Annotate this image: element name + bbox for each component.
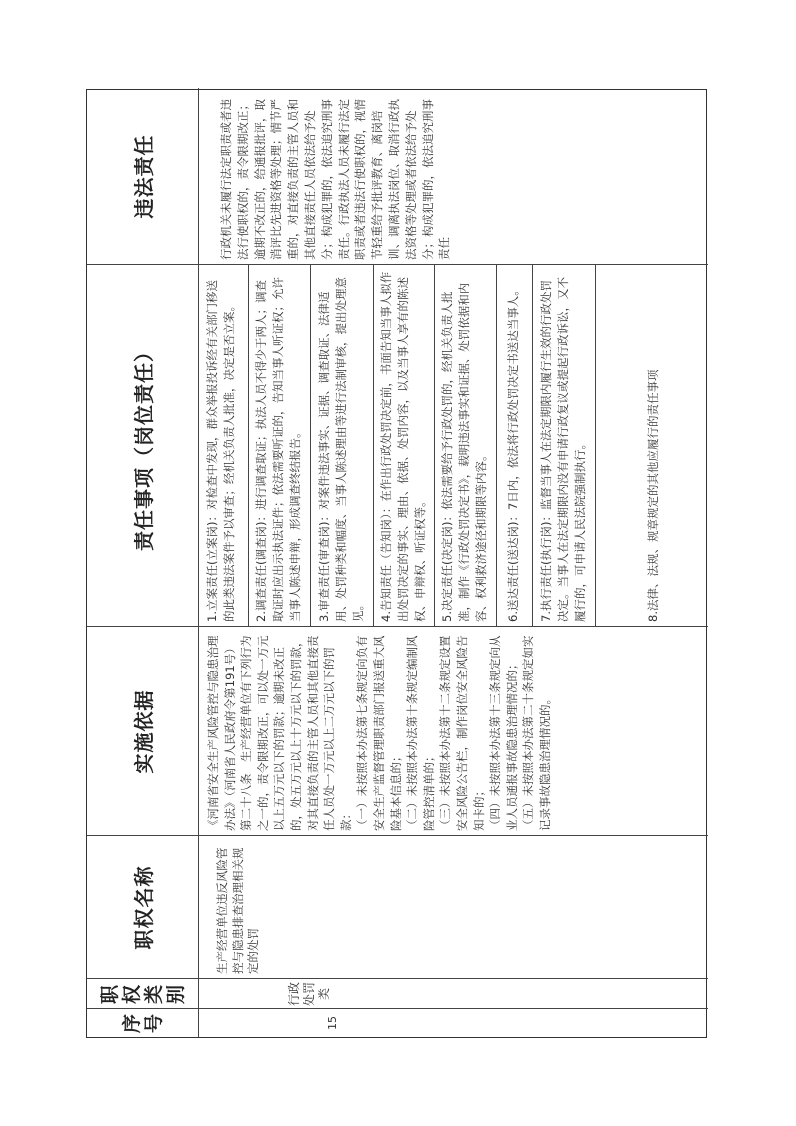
header-category: 职权类别 [98, 983, 187, 1004]
duty-5: 5.决定责任(决定岗)：依法需要给予行政处罚的，经机关负责人批准，制作《行政处罚决定书》，载明违法事实和证据、处罚依据和内容、权利救济途径和期限等内容。 [440, 282, 488, 622]
header-seq: 序号 [120, 1012, 165, 1033]
duty-8: 8.法律、法规、规章规定的其他应履行的责任事项 [646, 369, 660, 622]
basis-source: 《河南省安全生产风险管控与隐患治理办法》（河南省人民政府令第191号） [206, 635, 237, 831]
header-name: 职权名称 [132, 865, 156, 950]
duty-2: 2.调查责任(调查岗)：进行调查取证；执法人员不得少于两人；调查取证时应出示执法证件；依法需要听证的，告知当事人听证权；允许当事人陈述申辩，形成调查终结报告。 [254, 277, 302, 622]
header-basis: 实施依据 [132, 689, 156, 774]
basis-item-2: （二）未按照本办法第十条规定编制风险管控清单的； [405, 635, 436, 831]
header-duties: 责任事项（岗位责任） [132, 341, 156, 551]
row-category: 行政处罚类 [287, 982, 331, 1007]
row-number: 15 [326, 1016, 339, 1030]
basis-article: 第二十八条 生产经营单位有下列行为之一的，责令限期改正，可以处一万元以上五万元以下的罚款；逾期未改正的，处五万元以上十万元以下的罚款，对其直接负责的主管人员和其他直接责任人员处一万元以上二万元以下的罚款： [239, 635, 353, 831]
duty-3: 3.审查责任(审查岗)：对案件违法事实、证据、调查取证、法律适用、处罚种类和幅度、当事人陈述理由等进行法制审核，提出处理意见。 [317, 277, 365, 622]
basis-item-3: （三）未按照本办法第十二条规定设置安全风险公告栏，制作岗位安全风险告知卡的； [438, 635, 486, 831]
basis-item-5: （五）未按照本办法第二十条规定如实记录事故隐患治理情况的。 [521, 635, 552, 831]
duty-7: 7.执行责任(执行岗)：监督当事人在法定期限内履行生效的行政处罚决定。当事人在法定期限内没有申请行政复议或提起行政诉讼，又不履行的，可申请人民法院强制执行。 [539, 277, 587, 622]
row-name: 生产经营单位违反风险管控与隐患排查治理相关规定的处罚 [215, 847, 260, 974]
basis-item-4: （四）未按照本办法第十三条规定向从业人员通报事故隐患治理情况的； [488, 635, 519, 831]
row-basis [205, 631, 553, 831]
row-liability: 行政机关未履行法定职责或者违法行使职权的，责令限期改正；逾期不改正的，给通报批评，取消评比先进资格等处理；情节严重的，对直接负责的主管人员和其他直接责任人员依法给予处分；构成犯罪的，依法追究刑事责任。行政执法人员未履行法定职责或者违法行使职权的，视情节轻重给予批评教育、离岗培训、调离执法岗位、取消行政执法资格等处理或者依法给予处分；构成犯罪的，依法追究刑事责任 [219, 99, 452, 260]
duty-1: 1.立案责任(立案岗)：对检查中发现，群众举报投诉经有关部门移送的此类违法案件予以审查；经机关负责人批准，决定是否立案。 [205, 280, 236, 622]
duty-4: 4.告知责任（告知岗）：在作出行政处罚决定前，书面告知当事人拟作出处罚决定的事实、理由、依据、处罚内容，以及当事人享有的陈述权、申辩权、听证权等。 [379, 271, 427, 622]
duty-table [86, 89, 707, 1038]
header-liability: 违法责任 [132, 134, 156, 219]
duty-6: 6.送达责任(送达岗)：7日内，依法将行政处罚决定书送达当事人。 [506, 284, 520, 622]
basis-item-1: （一）未按照本办法第七条规定向负有安全生产监督管理职责部门报送重大风险基本信息的； [355, 635, 403, 831]
